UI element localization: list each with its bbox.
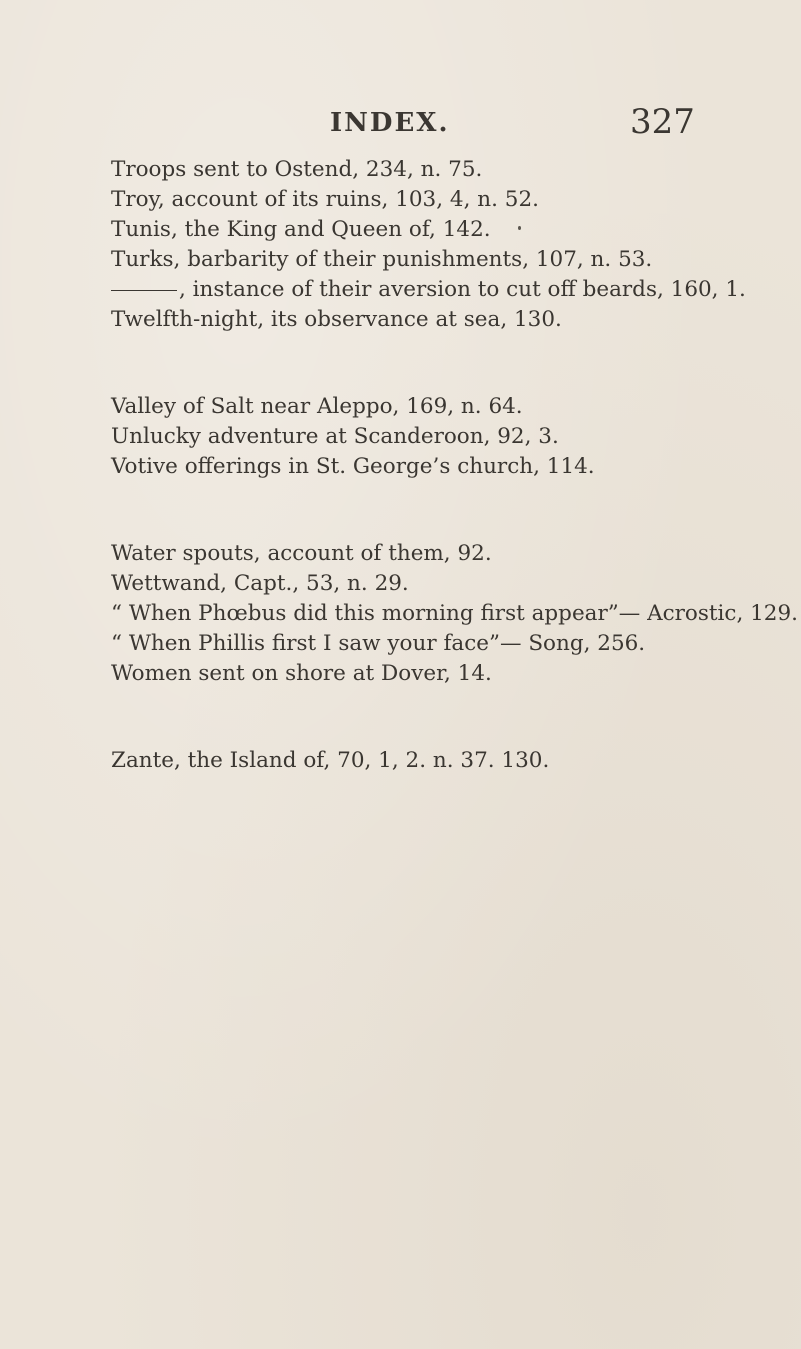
index-entry: Troy, account of its ruins, 103, 4, n. 52. [111, 187, 539, 212]
index-group-t [111, 155, 791, 335]
index-entry: Tunis, the King and Queen of, 142. [111, 217, 491, 242]
ditto-dash [111, 290, 177, 291]
index-entry-continuation [111, 275, 791, 305]
index-entry: Troops sent to Ostend, 234, n. 75. [111, 157, 483, 182]
page-number: 327 [630, 102, 695, 142]
index-entry-text: , instance of their aversion to cut off beards, 160, 1. [179, 277, 746, 302]
index-entry: Valley of Salt near Aleppo, 169, n. 64. [111, 394, 523, 419]
index-entry: Turks, barbarity of their punishments, 107, n. 53. [111, 247, 653, 272]
index-group-v [111, 392, 791, 482]
index-entry: Water spouts, account of them, 92. [111, 541, 492, 566]
running-title: INDEX. [330, 108, 450, 138]
index-entry: Wettwand, Capt., 53, n. 29. [111, 571, 409, 596]
index-entries [111, 155, 799, 833]
index-group-z [111, 746, 791, 776]
index-entry: “ When Phœbus did this morning first appear”— Acrostic, 129. [111, 601, 799, 626]
index-entry: Votive offerings in St. George’s church, 114. [111, 454, 595, 479]
index-entry: “ When Phillis first I saw your face”— Song, 256. [111, 631, 646, 656]
index-entry: Twelfth-night, its observance at sea, 130. [111, 307, 562, 332]
index-group-w [111, 539, 799, 689]
index-entry: Women sent on shore at Dover, 14. [111, 661, 492, 686]
index-entry: Unlucky adventure at Scanderoon, 92, 3. [111, 424, 559, 449]
index-entry: Zante, the Island of, 70, 1, 2. n. 37. 130. [111, 748, 550, 773]
page-header [0, 102, 801, 148]
